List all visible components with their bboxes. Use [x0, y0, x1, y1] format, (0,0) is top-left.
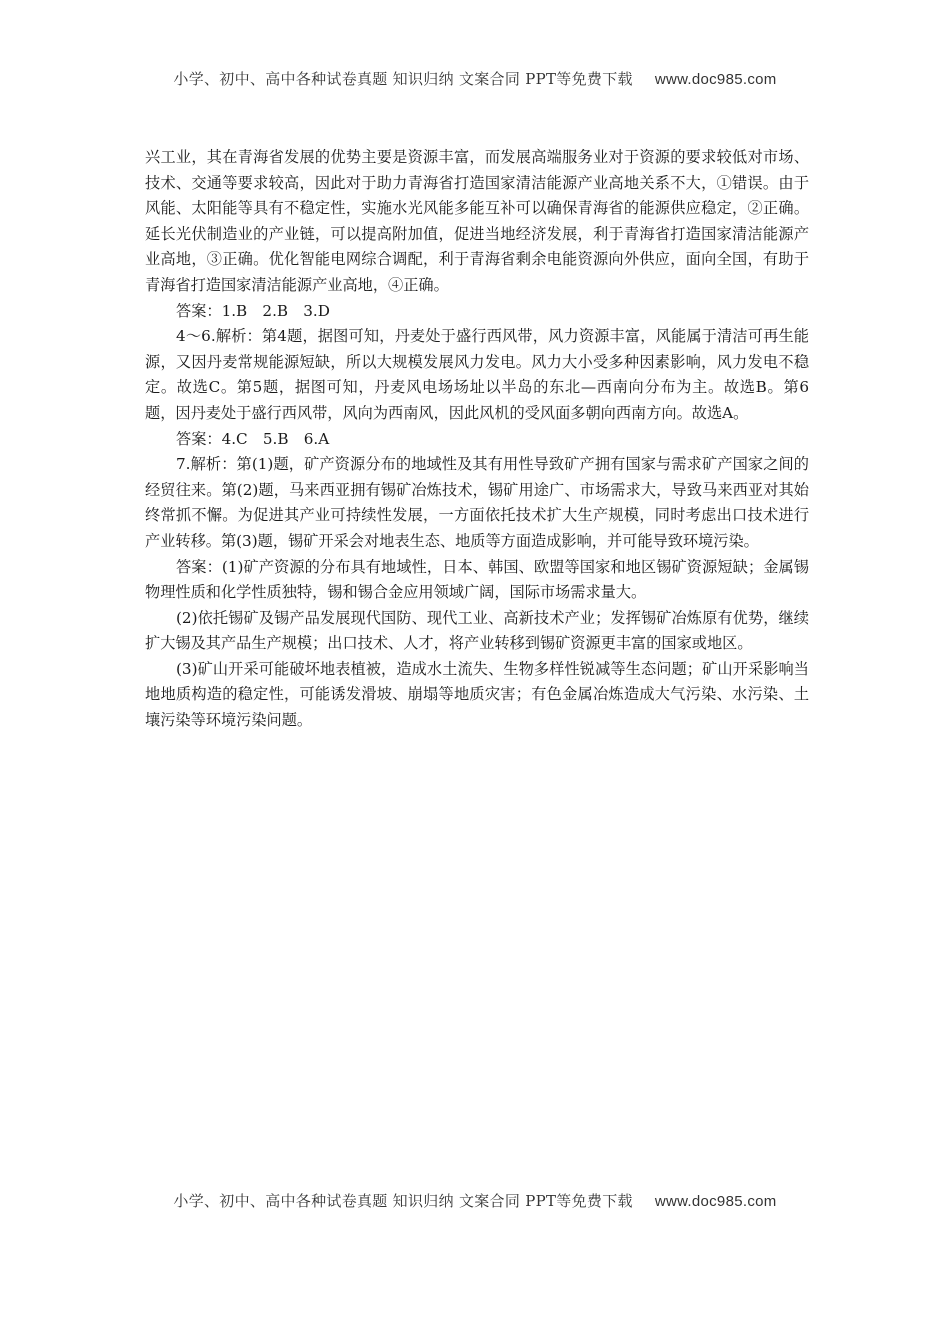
answer-7-part-1: 答案：(1)矿产资源的分布具有地域性，日本、韩国、欧盟等国家和地区锡矿资源短缺；金属锡物理性质和化学性质独特，锡和锡合金应用领域广阔，国际市场需求量大。: [145, 557, 809, 602]
page-header: [0, 68, 950, 89]
paragraph-analysis-7: 7.解析：第(1)题，矿产资源分布的地域性及其有用性导致矿产拥有国家与需求矿产国家之间的经贸往来。第(2)题，马来西亚拥有锡矿冶炼技术，锡矿用途广、市场需求大，导致马来西亚对其始终常抓不懈。为促进其产业可持续性发展，一方面依托技术扩大生产规模，同时考虑出口技术进行产业转移。第(3)题，锡矿开采会对地表生态、地质等方面造成影响，并可能导致环境污染。: [145, 455, 809, 550]
answer-4-6: 答案：4.C 5.B 6.A: [176, 429, 330, 448]
page-footer: [0, 1190, 950, 1211]
header-text: 小学、初中、高中各种试卷真题 知识归纳 文案合同 PPT等免费下载: [173, 70, 633, 88]
answer-7-part-3: (3)矿山开采可能破坏地表植被，造成水土流失、生物多样性锐减等生态问题；矿山开采影响当地地质构造的稳定性，可能诱发滑坡、崩塌等地质灾害；有色金属冶炼造成大气污染、水污染、土壤污染等环境污染问题。: [145, 659, 809, 730]
footer-site-link[interactable]: www.doc985.com: [654, 1193, 777, 1210]
footer-text: 小学、初中、高中各种试卷真题 知识归纳 文案合同 PPT等免费下载: [173, 1192, 633, 1210]
answer-7-part-2: (2)依托锡矿及锡产品发展现代国防、现代工业、高新技术产业；发挥锡矿冶炼原有优势，继续扩大锡及其产品生产规模；出口技术、人才，将产业转移到锡矿资源更丰富的国家或地区。: [145, 608, 809, 653]
answer-1-3: 答案：1.B 2.B 3.D: [176, 301, 330, 320]
paragraph-analysis-1-3: 兴工业，其在青海省发展的优势主要是资源丰富，而发展高端服务业对于资源的要求较低对市场、技术、交通等要求较高，因此对于助力青海省打造国家清洁能源产业高地关系不大，①错误。由于风能、太阳能等具有不稳定性，实施水光风能多能互补可以确保青海省的能源供应稳定，②正确。延长光伏制造业的产业链，可以提高附加值，促进当地经济发展，利于青海省打造国家清洁能源产业高地，③正确。优化智能电网综合调配，利于青海省剩余电能资源向外供应，面向全国，有助于青海省打造国家清洁能源产业高地，④正确。: [145, 148, 809, 294]
header-site-link[interactable]: www.doc985.com: [654, 71, 777, 88]
paragraph-analysis-4-6: 4～6.解析：第4题，据图可知，丹麦处于盛行西风带，风力资源丰富，风能属于清洁可再生能源，又因丹麦常规能源短缺，所以大规模发展风力发电。风力大小受多种因素影响，风力发电不稳定。故选C。第5题，据图可知，丹麦风电场场址以半岛的东北—西南向分布为主。故选B。第6题，因丹麦处于盛行西风带，风向为西南风，因此风机的受风面多朝向西南方向。故选A。: [145, 327, 809, 422]
document-body: [145, 145, 809, 734]
